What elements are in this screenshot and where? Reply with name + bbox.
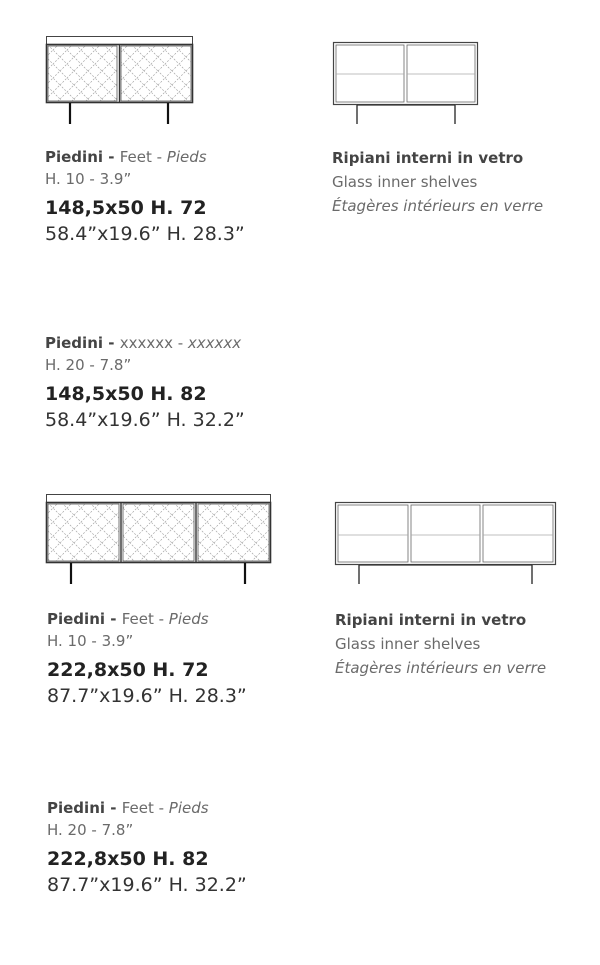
shelves-block-2 — [335, 608, 546, 680]
spec-block-2 — [45, 332, 245, 433]
feet-label: Piedini — [45, 148, 104, 166]
feet-en: Feet — [121, 799, 154, 817]
separator: - — [103, 334, 120, 352]
sideboard-large-front-drawing — [46, 494, 276, 588]
dimensions-inches: 58.4”x19.6” H. 32.2” — [45, 409, 245, 431]
dimensions-cm: 222,8x50 H. 72 — [47, 659, 209, 681]
feet-label: Piedini — [45, 334, 104, 352]
feet-height: H. 20 - 7.8” — [45, 356, 132, 374]
spec-block-1 — [45, 146, 245, 247]
feet-height: H. 10 - 3.9” — [47, 632, 134, 650]
shelves-title-en: Glass inner shelves — [335, 635, 481, 653]
separator: - — [153, 799, 169, 817]
shelves-title-fr: Étagères intérieurs en verre — [335, 659, 547, 677]
shelves-title-it: Ripiani interni in vetro — [335, 611, 527, 629]
shelves-title-it: Ripiani interni in vetro — [332, 149, 524, 167]
separator: - — [172, 334, 188, 352]
shelves-title-en: Glass inner shelves — [332, 173, 478, 191]
feet-line — [45, 146, 245, 168]
sideboard-small-shelves-drawing — [333, 42, 483, 126]
dimensions-inches: 58.4”x19.6” H. 28.3” — [45, 223, 245, 245]
separator: - — [105, 799, 122, 817]
feet-fr: Pieds — [166, 148, 207, 166]
feet-en: Feet — [119, 148, 152, 166]
shelves-block-1 — [332, 146, 543, 218]
separator: - — [153, 610, 169, 628]
dimensions-cm: 222,8x50 H. 82 — [47, 848, 209, 870]
feet-en: xxxxxx — [119, 334, 173, 352]
feet-height: H. 10 - 3.9” — [45, 170, 132, 188]
sideboard-large-shelves-drawing — [335, 502, 560, 586]
feet-label: Piedini — [47, 610, 106, 628]
separator: - — [103, 148, 120, 166]
feet-line — [47, 608, 247, 630]
spec-block-3 — [47, 608, 247, 709]
feet-line — [45, 332, 245, 354]
feet-fr: xxxxxx — [187, 334, 242, 352]
separator: - — [151, 148, 167, 166]
sideboard-small-front-drawing — [46, 36, 196, 128]
dimensions-inches: 87.7”x19.6” H. 28.3” — [47, 685, 247, 707]
separator: - — [105, 610, 122, 628]
feet-label: Piedini — [47, 799, 106, 817]
feet-en: Feet — [121, 610, 154, 628]
feet-fr: Pieds — [168, 610, 209, 628]
dimensions-inches: 87.7”x19.6” H. 32.2” — [47, 874, 247, 896]
feet-height: H. 20 - 7.8” — [47, 821, 134, 839]
shelves-title-fr: Étagères intérieurs en verre — [332, 197, 544, 215]
spec-block-4 — [47, 797, 247, 898]
dimensions-cm: 148,5x50 H. 82 — [45, 383, 207, 405]
feet-line — [47, 797, 247, 819]
feet-fr: Pieds — [168, 799, 209, 817]
dimensions-cm: 148,5x50 H. 72 — [45, 197, 207, 219]
